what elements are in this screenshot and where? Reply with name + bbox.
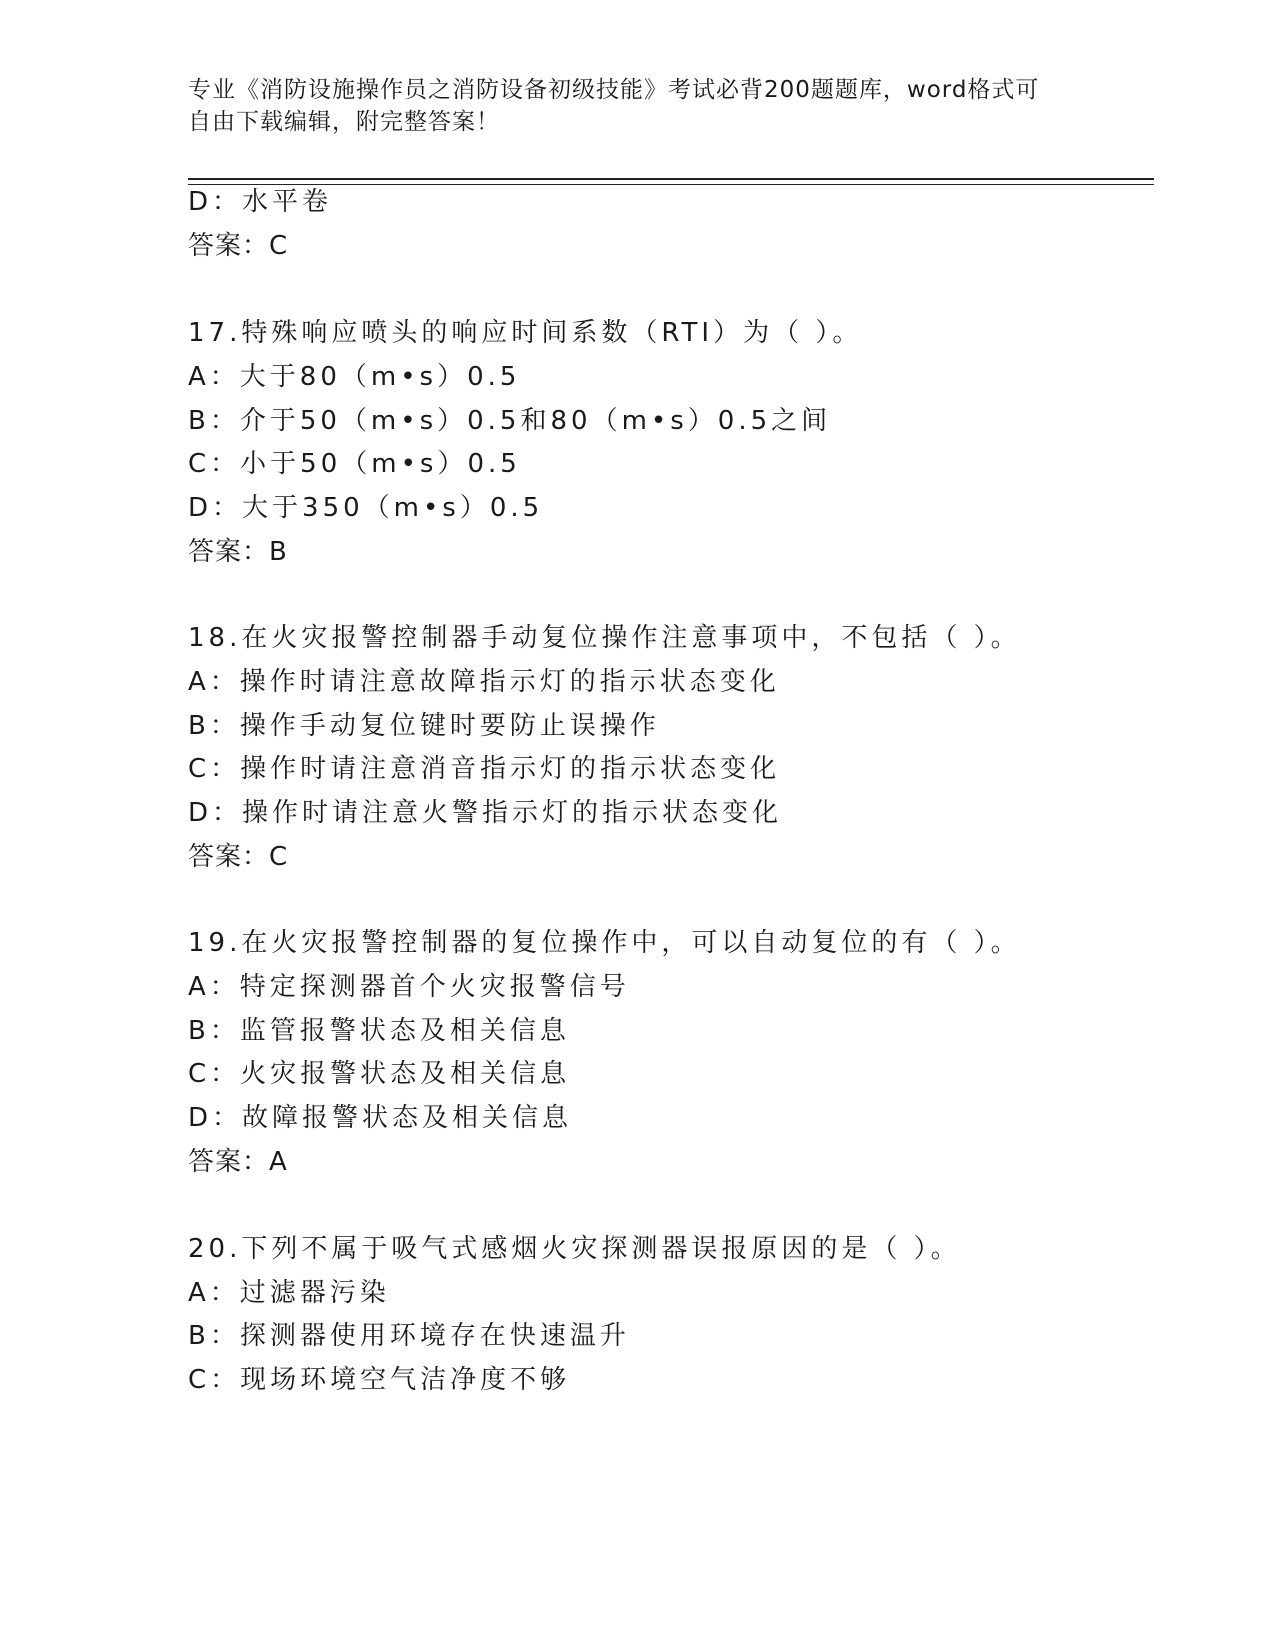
option-d: D：大于350（m•s）0.5 [188,493,544,523]
header-line-1: 专业《消防设施操作员之消防设备初级技能》考试必背200题题库，word格式可 [188,77,1040,103]
header-divider-thick [188,178,1154,180]
option-d: D：水平卷 [188,187,333,217]
option-c: C：火灾报警状态及相关信息 [188,1059,571,1089]
option-b: B：探测器使用环境存在快速温升 [188,1321,630,1351]
question-stem: 18.在火灾报警控制器手动复位操作注意事项中，不包括（ ）。 [188,623,1021,653]
option-b: B：操作手动复位键时要防止误操作 [188,711,660,741]
question-stem: 17.特殊响应喷头的响应时间系数（RTI）为（ ）。 [188,318,863,348]
answer-line: 答案：B [188,537,288,567]
question-stem: 20.下列不属于吸气式感烟火灾探测器误报原因的是（ ）。 [188,1234,961,1264]
option-c: C：小于50（m•s）0.5 [188,449,521,479]
option-a: A：大于80（m•s）0.5 [188,362,521,392]
answer-line: 答案：C [188,842,289,872]
header-line-2: 自由下载编辑，附完整答案！ [188,109,500,135]
document-header [188,74,1088,138]
option-b: B：监管报警状态及相关信息 [188,1016,570,1046]
option-d: D：故障报警状态及相关信息 [188,1103,573,1133]
header-divider-thin [188,184,1154,185]
answer-line: 答案：A [188,1147,288,1177]
option-d: D：操作时请注意火警指示灯的指示状态变化 [188,798,783,828]
option-b: B：介于50（m•s）0.5和80（m•s）0.5之间 [188,406,832,436]
option-a: A：过滤器污染 [188,1278,390,1308]
option-c: C：现场环境空气洁净度不够 [188,1365,571,1395]
option-a: A：特定探测器首个火灾报警信号 [188,972,630,1002]
option-a: A：操作时请注意故障指示灯的指示状态变化 [188,667,780,697]
answer-line: 答案：C [188,231,289,261]
question-stem: 19.在火灾报警控制器的复位操作中，可以自动复位的有（ ）。 [188,928,1021,958]
option-c: C：操作时请注意消音指示灯的指示状态变化 [188,754,781,784]
